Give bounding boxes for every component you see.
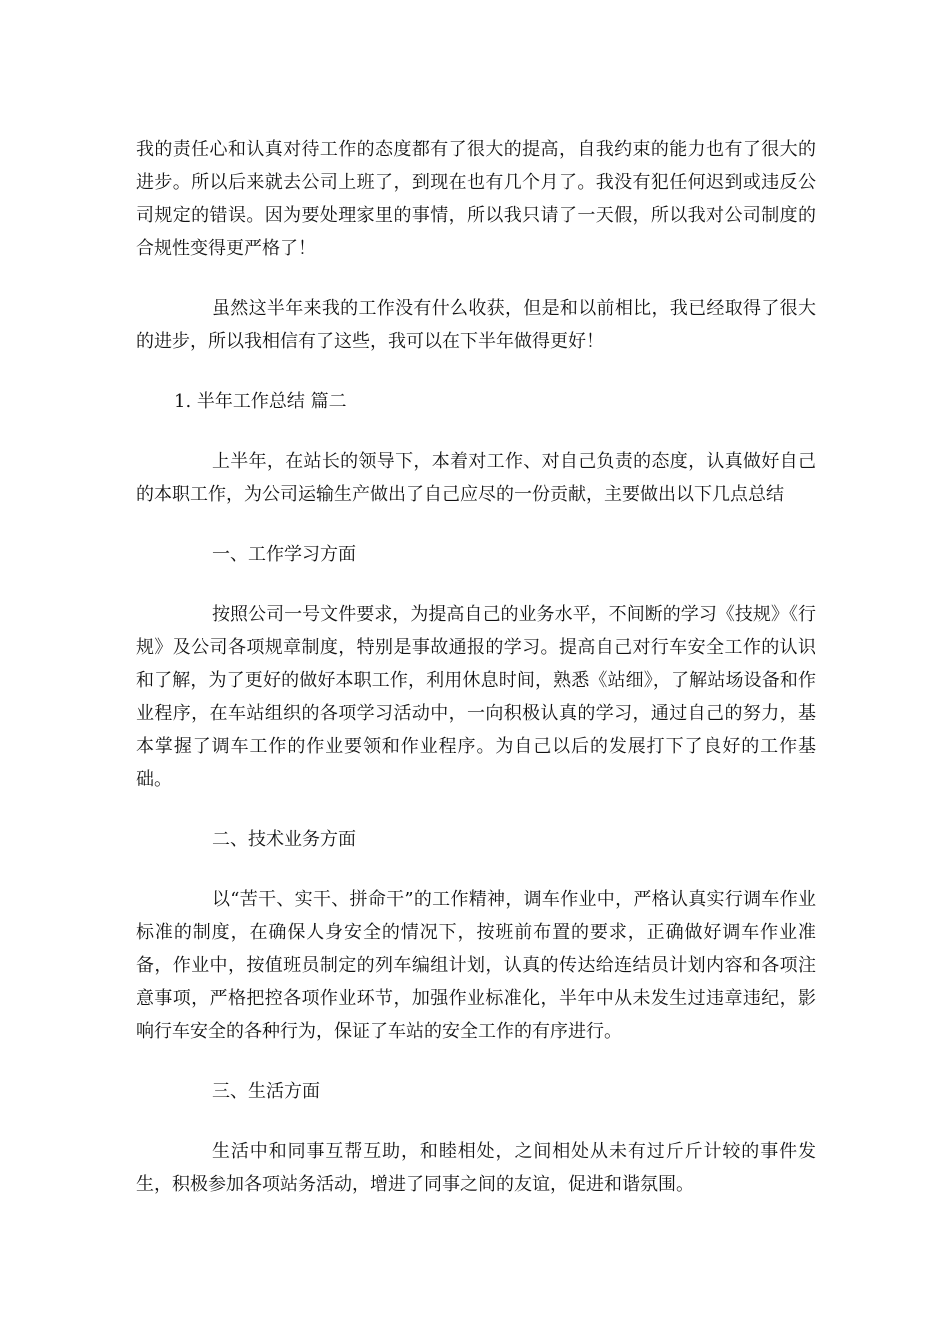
paragraph-work-study: 按照公司一号文件要求，为提高自己的业务水平，不间断的学习《技规》《行规》及公司各项规章制度，特别是事故通报的学习。提高自己对行车安全工作的认识和了解，为了更好的做好本职工作，利用休息时间，熟悉《站细》，了解站场设备和作业程序，在车站组织的各项学习活动中，一向积极认真的学习，通过自己的努力，基本掌握了调车工作的作业要领和作业程序。为自己以后的发展打下了良好的工作基础。	[136, 604, 816, 790]
paragraph-first-half-intro: 上半年，在站长的领导下，本着对工作、对自己负责的态度，认真做好自己的本职工作，为公司运输生产做出了自己应尽的一份贡献，主要做出以下几点总结	[136, 451, 816, 505]
paragraph-life: 生活中和同事互帮互助，和睦相处，之间相处从未有过斤斤计较的事件发生，积极参加各项站务活动，增进了同事之间的友谊，促进和谐氛围。	[136, 1141, 816, 1195]
document-body	[136, 133, 816, 1228]
heading-work-study: 一、工作学习方面	[212, 544, 356, 565]
section-title-part-two: 1. 半年工作总结 篇二	[174, 391, 347, 412]
heading-technical-business: 二、技术业务方面	[212, 829, 356, 850]
paragraph-self-discipline: 我的责任心和认真对待工作的态度都有了很大的提高，自我约束的能力也有了很大的进步。所以后来就去公司上班了，到现在也有几个月了。我没有犯任何迟到或违反公司规定的错误。因为要处理家里的事情，所以我只请了一天假，所以我对公司制度的合规性变得更严格了！	[136, 139, 816, 259]
paragraph-technical-business: 以“苦干、实干、拼命干”的工作精神，调车作业中，严格认真实行调车作业标准的制度，在确保人身安全的情况下，按班前布置的要求，正确做好调车作业准备，作业中，按值班员制定的列车编组计划，认真的传达给连结员计划内容和各项注意事项，严格把控各项作业环节，加强作业标准化，半年中从未发生过违章违纪，影响行车安全的各种行为，保证了车站的安全工作的有序进行。	[136, 889, 816, 1042]
paragraph-progress-conclusion: 虽然这半年来我的工作没有什么收获，但是和以前相比，我已经取得了很大的进步，所以我相信有了这些，我可以在下半年做得更好！	[136, 298, 816, 352]
heading-life: 三、生活方面	[212, 1081, 320, 1102]
